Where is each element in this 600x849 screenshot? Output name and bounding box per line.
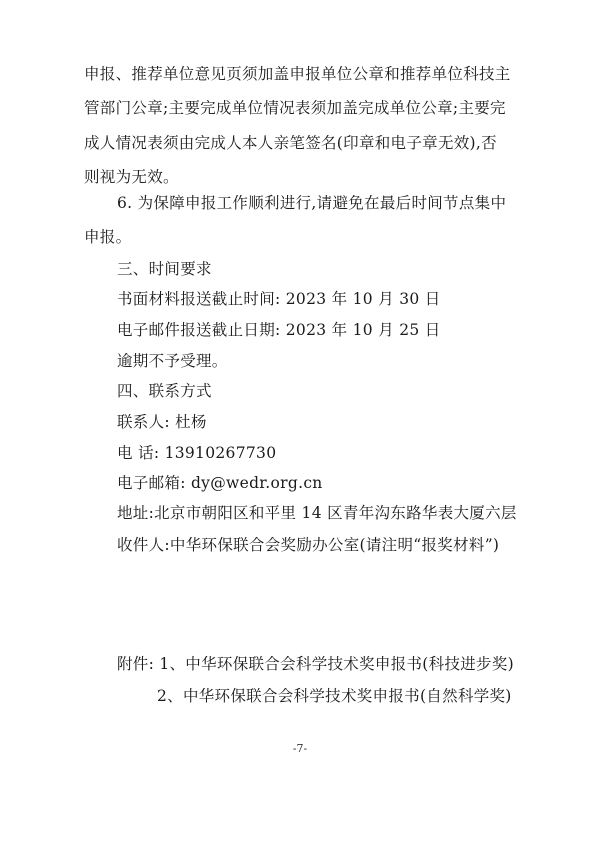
contact-phone: 电 话: 13910267730 <box>117 444 277 462</box>
email-deadline: 电子邮件报送截止日期: 2023 年 10 月 25 日 <box>117 321 441 339</box>
contact-person: 联系人: 杜杨 <box>117 413 207 431</box>
contact-address: 地址:北京市朝阳区和平里 14 区青年沟东路华表大厦六层 <box>117 504 517 522</box>
paragraph-5-line-1: 申报、推荐单位意见页须加盖申报单位公章和推荐单位科技主 <box>84 65 511 83</box>
contact-email: 电子邮箱: dy@wedr.org.cn <box>117 474 323 492</box>
written-deadline: 书面材料报送截止时间: 2023 年 10 月 30 日 <box>117 290 441 308</box>
section-3-heading: 三、时间要求 <box>117 260 212 278</box>
recipient: 收件人:中华环保联合会奖励办公室(请注明“报奖材料”) <box>117 536 500 554</box>
paragraph-6-line-1: 6. 为保障申报工作顺利进行,请避免在最后时间节点集中 <box>117 194 507 212</box>
paragraph-6-line-2: 申报。 <box>84 228 132 246</box>
paragraph-5-line-4: 则视为无效。 <box>84 168 179 186</box>
page-number: -7- <box>292 742 308 755</box>
attachment-1: 附件: 1、中华环保联合会科学技术奖申报书(科技进步奖) <box>117 655 515 673</box>
paragraph-5-line-2: 管部门公章;主要完成单位情况表须加盖完成单位公章;主要完 <box>84 99 506 117</box>
paragraph-5-line-3: 成人情况表须由完成人本人亲笔签名(印章和电子章无效),否 <box>84 134 497 152</box>
late-notice: 逾期不予受理。 <box>117 352 228 370</box>
section-4-heading: 四、联系方式 <box>117 382 212 400</box>
attachment-2: 2、中华环保联合会科学技术奖申报书(自然科学奖) <box>157 687 512 705</box>
